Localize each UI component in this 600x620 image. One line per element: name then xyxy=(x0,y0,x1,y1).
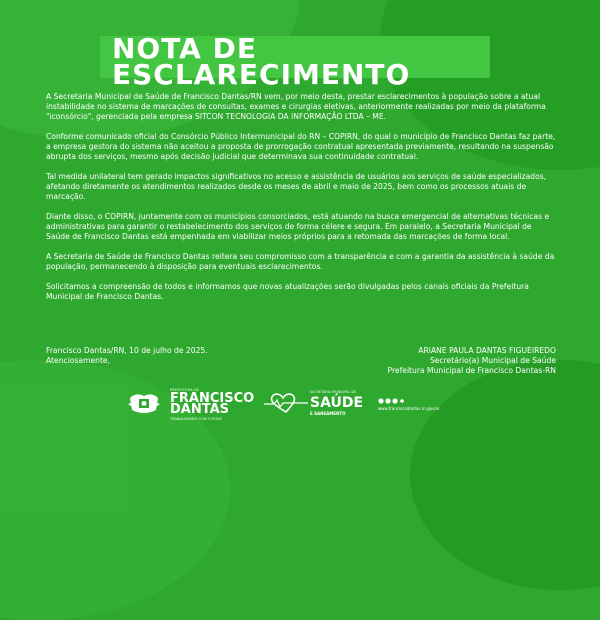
page-title xyxy=(112,32,411,91)
prefeitura-name-line-2: DANTAS xyxy=(170,402,230,417)
title-line-1: NOTA DE xyxy=(112,32,257,65)
prefeitura-name-line-1: FRANCISCO xyxy=(170,391,255,406)
prefeitura-tagline: TRABALHANDO COM O POVO xyxy=(170,417,223,421)
website-logo xyxy=(378,384,468,424)
paragraph-actions: Diante disso, o COPIRN, juntamente com os municípios consorciados, está atuando na busca emergencial de alternativas técnicas e administrativas para garantir o restabelecimento dos serviços de forma célere e segura. Em paralelo, a Secretaria Municipal de Saúde de Francisco Dantas está empenhada em viabilizar meios próprios para a retomada das marcações de forma local. xyxy=(46,212,550,241)
closing-salutation: Atenciosamente, xyxy=(46,356,111,365)
paragraph-closing-request: Solicitamos a compreensão de todos e informamos que novas atualizações serão divulgadas pelos canais oficiais da Prefeitura Municipal de Francisco Dantas. xyxy=(46,282,529,301)
heart-pulse-icon xyxy=(264,392,308,414)
saude-logo xyxy=(264,384,364,424)
signature-section xyxy=(46,346,556,380)
footer-logos xyxy=(0,384,600,424)
signer-role: Secretário(a) Municipal de Saúde xyxy=(429,356,556,365)
document-body xyxy=(46,92,556,312)
paragraph-copirn: Conforme comunicado oficial do Consórcio Público Intermunicipal do RN – COPIRN, do qual o município de Francisco Dantas faz parte, a empresa gestora do sistema não aceitou a proposta de prorrogação contratual apresentada previamente, resultando na suspensão abrupta dos serviços, mesmo após decisão judicial que determinava sua continuidade contratual. xyxy=(46,132,556,161)
signer-block xyxy=(388,346,556,376)
prefeitura-small-label: PREFEITURA DE xyxy=(170,388,200,392)
signer-name: ARIANE PAULA DANTAS FIGUEIREDO xyxy=(418,346,556,355)
date-block xyxy=(46,346,208,366)
saude-subtitle: E SANEAMENTO xyxy=(310,411,346,416)
saude-wordmark: SAÚDE xyxy=(310,395,364,411)
paragraph-commitment: A Secretaria de Saúde de Francisco Dantas reitera seu compromisso com a transparência e com a garantia da assistência à saúde da população, permanecendo à disposição para eventuais esclarecimentos. xyxy=(46,252,555,271)
paragraph-intro: A Secretaria Municipal de Saúde de Francisco Dantas/RN vem, por meio desta, prestar esclarecimentos à população sobre a atual instabilidade no sistema de marcações de consultas, exames e cirurgias eletivas, anteriormente realizadas por meio da plataforma "iconsórcio", gerenciada pela empresa SITCON TECNOLOGIA DA INFORMAÇÃO LTDA – ME. xyxy=(46,92,546,121)
signer-organization: Prefeitura Municipal de Francisco Dantas-RN xyxy=(387,366,556,375)
paragraph-impacts: Tal medida unilateral tem gerado impactos significativos no acesso e assistência de usuários aos serviços de saúde especializados, afetando diretamente os atendimentos realizados desde os meses de abril e maio de 2025, bem como os processos atuais de marcação. xyxy=(46,172,547,201)
title-line-2: ESCLARECIMENTO xyxy=(112,58,411,91)
saude-small-label: SECRETARIA MUNICIPAL DE xyxy=(310,390,357,394)
website-url: www.franciscodantas.rn.gov.br xyxy=(378,406,440,411)
prefeitura-crest-icon xyxy=(128,390,160,416)
place-date: Francisco Dantas/RN, 10 de julho de 2025. xyxy=(46,346,208,355)
social-media-icons xyxy=(378,398,404,404)
prefeitura-logo xyxy=(128,384,260,424)
